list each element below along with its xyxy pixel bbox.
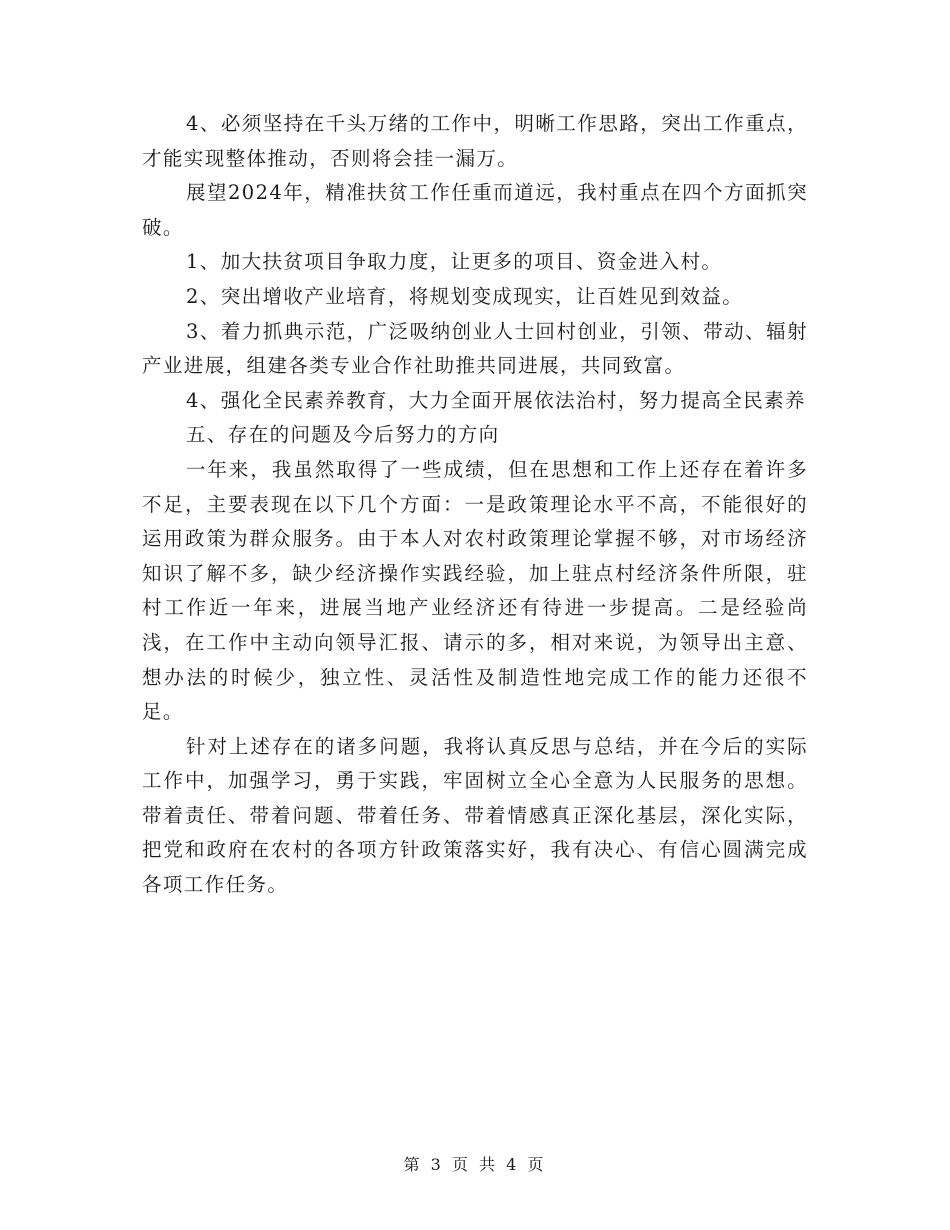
paragraph-plan-1: 1、加大扶贫项目争取力度，让更多的项目、资金进入村。: [186, 250, 723, 274]
paragraph-outlook-2024: 展望2024年，精准扶贫工作任重而道远，我村重点在四个方面抓突破。: [142, 181, 808, 239]
paragraph-point-4-work-focus: 4、必须坚持在千头万绪的工作中，明晰工作思路，突出工作重点，才能实现整体推动，否则将会挂一漏万。: [142, 112, 808, 170]
paragraph-problems: 一年来，我虽然取得了一些成绩，但在思想和工作上还存在着许多不足，主要表现在以下几个方面：一是政策理论水平不高，不能很好的运用政策为群众服务。由于本人对农村政策理论掌握不够，对市场经济知识了解不多，缺少经济操作实践经验，加上驻点村经济条件所限，驻村工作近一年来，进展当地产业经济还有待进一步提高。二是经验尚浅，在工作中主动向领导汇报、请示的多，相对来说，为领导出主意、想办法的时候少，独立性、灵活性及制造性地完成工作的能力还很不足。: [142, 457, 808, 724]
page-footer: 第 3 页 共 4 页: [403, 1155, 547, 1174]
document-body: [142, 107, 808, 903]
section-heading-problems: 五、存在的问题及今后努力的方向: [186, 423, 500, 447]
paragraph-plan-3: 3、着力抓典示范，广泛吸纳创业人士回村创业，引领、带动、辐射产业进展，组建各类专业合作社助推共同进展，共同致富。: [142, 319, 808, 378]
paragraph-plan-2: 2、突出增收产业培育，将规划变成现实，让百姓见到效益。: [186, 284, 744, 308]
paragraph-plan-4: 4、强化全民素养教育，大力全面开展依法治村，努力提高全民素养: [186, 388, 806, 412]
paragraph-improvement: 针对上述存在的诸多问题，我将认真反思与总结，并在今后的实际工作中，加强学习，勇于实践，牢固树立全心全意为人民服务的思想。带着责任、带着问题、带着任务、带着情感真正深化基层，深化实际，把党和政府在农村的各项方针政策落实好，我有决心、有信心圆满完成各项工作任务。: [142, 734, 808, 897]
